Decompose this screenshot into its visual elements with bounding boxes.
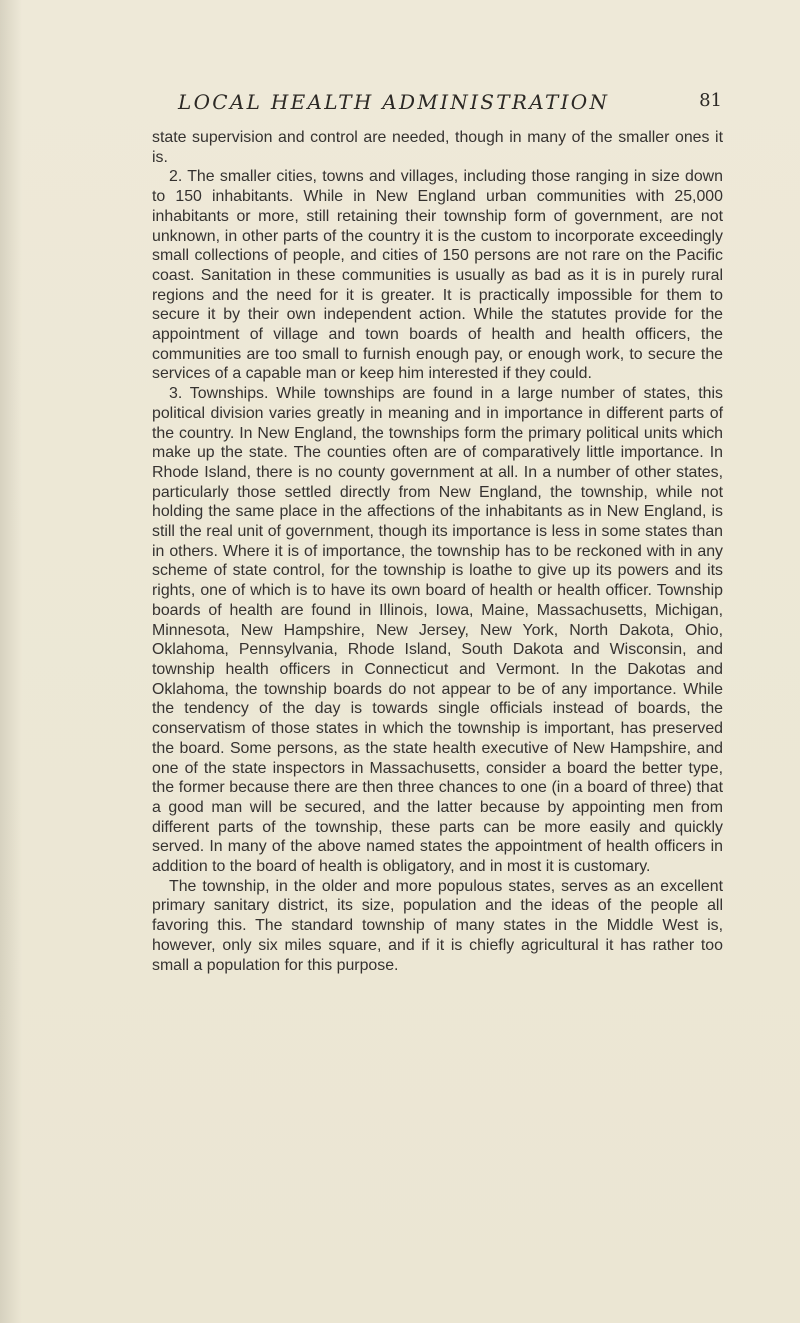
spine-shadow xyxy=(0,0,22,1323)
paragraph-townships: 3. Townships. While townships are found in a large number of states, this political division varies greatly in meaning and in importance in different parts of the country. In New England, the townships form the primary political units which make up the state. The counties often are of comparatively little importance. In Rhode Island, there is no county government at all. In a number of other states, particularly those settled directly from New England, the township, while not holding the same place in the affections of the inhabitants as in New England, is still the real unit of government, though its importance is less in some states than in others. Where it is of importance, the township has to be reckoned with in any scheme of state control, for the township is loathe to give up its powers and its rights, one of which is to have its own board of health or health officer. Township boards of health are found in Illinois, Iowa, Maine, Massachusetts, Michigan, Minnesota, New Hampshire, New Jersey, New York, North Dakota, Ohio, Oklahoma, Pennsylvania, Rhode Island, South Dakota and Wisconsin, and township health officers in Connecticut and Vermont. In the Dakotas and Oklahoma, the township boards do not appear to be of any importance. While the tendency of the day is towards single officials instead of boards, the conservatism of those states in which the township is important, has preserved the board. Some persons, as the state health executive of New Hampshire, and one of the state inspectors in Massachusetts, consider a board the better type, the former because there are then three chances to one (in a board of three) that a good man will be secured, and the latter because by appointing men from different parts of the township, these parts can be more easily and quickly served. In many of the above named states the appointment of health officers in addition to the board of health is obligatory, and in most it is customary. xyxy=(152,385,723,876)
running-head: LOCAL HEALTH ADMINISTRATION xyxy=(178,90,610,114)
paragraph-township-district: The township, in the older and more populous states, serves as an excellent primary sanitary district, its size, population and the ideas of the people all favoring this. The standard township of many states in the Middle West is, however, only six miles square, and if it is chiefly agricultural it has rather too small a population for this purpose. xyxy=(152,877,723,974)
paragraph-continuation: state supervision and control are needed, though in many of the smaller ones it is. xyxy=(152,129,723,166)
paragraph-smaller-cities: 2. The smaller cities, towns and villages, including those ranging in size down to 150 inhabitants. While in New England urban communities with 25,000 inhabitants or more, still retaining their township form of government, are not unknown, in other parts of the country it is the custom to incorporate exceedingly small collections of people, and cities of 150 persons are not rare on the Pacific coast. Sanitation in these communities is usually as bad as it is in purely rural regions and the need for it is greater. It is practically impossible for them to secure it by their own independent action. While the statutes provide for the appointment of village and town boards of health and health officers, the communities are too small to furnish enough pay, or enough work, to secure the services of a capable man or keep him interested if they could. xyxy=(152,168,723,383)
page-number: 81 xyxy=(699,90,722,111)
body-text xyxy=(152,128,723,975)
page-header xyxy=(152,90,722,120)
